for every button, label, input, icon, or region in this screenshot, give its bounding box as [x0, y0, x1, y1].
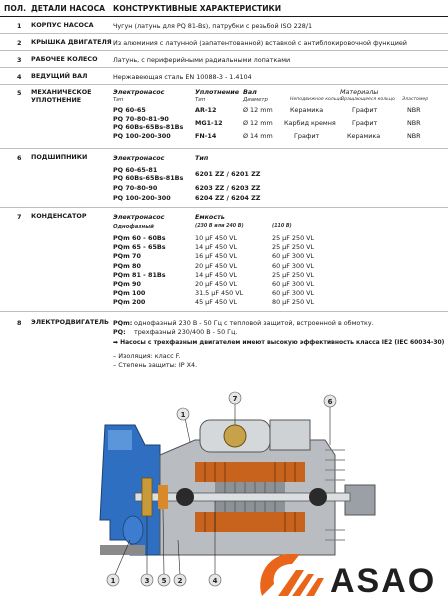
seal-header-shaft: Вал — [243, 88, 257, 96]
seal-header-pump: Электронасос — [113, 88, 165, 96]
seal-pump: PQ 100-200-300 — [113, 132, 171, 140]
cap-110v: 25 µF 250 VL — [272, 243, 315, 252]
svg-text:6: 6 — [327, 398, 333, 406]
bearing-type: 6204 ZZ / 6204 ZZ — [195, 194, 261, 202]
svg-text:7: 7 — [232, 395, 238, 403]
row-number: 4 — [17, 73, 22, 81]
cap-110v: 60 µF 300 VL — [272, 252, 315, 261]
cap-header-capacity: Емкость — [195, 213, 225, 221]
cap-pump: PQm 200 — [113, 298, 146, 307]
bearing-pump: PQ 60-65-81 — [113, 166, 158, 174]
svg-text:4: 4 — [212, 577, 218, 585]
motor-insulation: – Изоляция: класс F. — [113, 352, 181, 360]
motor-pqm-label: PQm: — [113, 319, 133, 327]
row-number: 7 — [17, 213, 22, 221]
seal-sub-rotating: Вращающееся кольцо — [341, 97, 395, 102]
svg-text:3: 3 — [144, 577, 150, 585]
seal-type: AR-12 — [195, 106, 217, 114]
cap-pump: PQm 80 — [113, 261, 141, 270]
row-number: 3 — [17, 56, 22, 64]
seal-fixed: Графит — [294, 132, 320, 140]
bearing-type: 6201 ZZ / 6201 ZZ — [195, 170, 261, 178]
seal-type: MG1-12 — [195, 119, 223, 127]
row-name: РАБОЧЕЕ КОЛЕСО — [31, 55, 98, 63]
cap-230v: 20 µF 450 VL — [195, 280, 238, 288]
seal-dia: Ø 14 mm — [243, 132, 273, 140]
table-row — [0, 17, 448, 34]
row-name: КРЫШКА ДВИГАТЕЛЯ — [31, 38, 112, 46]
row-desc: Чугун (латунь для PQ 81-Bs), патрубки с резьбой ISO 228/1 — [113, 22, 313, 30]
cap-header-pump: Электронасос — [113, 213, 165, 221]
row-name: КОРПУС НАСОСА — [31, 21, 94, 29]
bearing-pump: PQ 60Bs-65Bs-81Bs — [113, 174, 184, 182]
cap-230v: 45 µF 450 VL — [195, 298, 238, 307]
seal-sub-dia: Диаметр — [243, 97, 268, 103]
motor-pq-text: трехфазный 230/400 В - 50 Гц. — [134, 328, 238, 336]
motor-protection: – Степень защиты: IP X4. — [113, 361, 198, 369]
seal-rot: Графит — [352, 106, 378, 114]
row-name: КОНДЕНСАТОР — [31, 212, 87, 220]
cap-pump: PQm 70 — [113, 252, 141, 261]
svg-text:2: 2 — [177, 577, 183, 585]
cap-230v: 31.5 µF 450 VL — [195, 289, 244, 298]
logo-mark — [260, 554, 324, 596]
table-row-bearings — [0, 149, 448, 208]
header-parts: ДЕТАЛИ НАСОСА — [31, 4, 106, 13]
callout-6-top-right — [324, 395, 336, 445]
seal-header-materials: Материалы — [340, 88, 379, 96]
asao-logo — [252, 548, 448, 600]
table-row-capacitor — [0, 208, 448, 312]
bearing-pump: PQ 70-80-90 — [113, 184, 158, 192]
table-row-seal — [0, 85, 448, 149]
logo-text: ASAO — [330, 562, 437, 600]
bearing-pump: PQ 100-200-300 — [113, 194, 171, 202]
row-number: 5 — [17, 89, 22, 97]
seal-elast: NBR — [407, 106, 421, 114]
seal-sub-type2: Тип — [195, 97, 206, 103]
svg-text:5: 5 — [161, 577, 167, 585]
row-name: ЭЛЕКТРОДВИГАТЕЛЬ — [31, 318, 109, 326]
bearing-header-type: Тип — [195, 154, 209, 162]
row-desc: Из алюминия с латунной (запатентованной) вставкой с антиблокировочной функцией — [113, 39, 407, 47]
row-name-line1: МЕХАНИЧЕСКОЕ — [31, 88, 92, 96]
cap-pump: PQm 100 — [113, 289, 146, 298]
svg-text:1: 1 — [180, 411, 186, 419]
seal-rot: Графит — [352, 119, 378, 127]
cap-pump: PQm 90 — [113, 280, 141, 288]
mechanical-seal — [158, 485, 168, 509]
row-desc: Нержавеющая сталь EN 10088-3 - 1.4104 — [113, 73, 252, 81]
cap-sub-230: (230 В или 240 В) — [195, 224, 244, 229]
table-row-motor — [0, 312, 448, 390]
seal-pump: PQ 60Bs-65Bs-81Bs — [113, 123, 184, 131]
table-row — [0, 68, 448, 85]
cap-110v: 60 µF 300 VL — [272, 289, 315, 298]
seal-sub-type: Тип — [113, 97, 124, 103]
seal-header-seal: Уплотнение — [195, 88, 240, 96]
row-number: 1 — [17, 22, 22, 30]
seal-rot: Керамика — [347, 132, 381, 140]
bearing-rear — [309, 488, 327, 506]
row-name: ВЕДУЩИЙ ВАЛ — [31, 72, 88, 80]
seal-pump: PQ 70-80-81-90 — [113, 115, 169, 123]
row-desc: Латунь, с периферийными радиальными лопатками — [113, 56, 291, 64]
row-name-line2: УПЛОТНЕНИЕ — [31, 96, 82, 104]
cap-230v: 14 µF 450 VL — [195, 243, 238, 252]
seal-elast: NBR — [407, 132, 421, 140]
row-number: 2 — [17, 39, 22, 47]
svg-text:1: 1 — [110, 577, 116, 585]
cap-110v: 60 µF 300 VL — [272, 261, 315, 270]
cap-110v: 25 µF 250 VL — [272, 270, 315, 279]
table-row — [0, 34, 448, 51]
cap-pump: PQm 65 - 65Bs — [113, 243, 166, 252]
bearing-front — [176, 488, 194, 506]
cap-sub-single: Однофазный — [113, 224, 154, 230]
seal-elast: NBR — [407, 119, 421, 127]
seal-fixed: Карбид кремня — [284, 119, 336, 127]
seal-fixed: Керамика — [290, 106, 324, 114]
seal-dia: Ø 12 mm — [243, 119, 273, 127]
row-number: 6 — [17, 154, 22, 162]
motor-pq-label: PQ: — [113, 328, 126, 336]
row-number: 8 — [17, 319, 22, 327]
callout-6-top-left — [177, 408, 190, 442]
impeller — [142, 478, 152, 516]
cap-110v: 80 µF 250 VL — [272, 298, 315, 307]
motor-pqm-text: однофазный 230 В - 50 Гц с тепловой защитой, встроенной в обмотку. — [134, 319, 374, 327]
cap-sub-110: (110 В) — [272, 224, 292, 229]
seal-sub-elastomer: Эластомер — [402, 97, 429, 102]
cap-pump: PQm 81 - 81Bs — [113, 270, 166, 279]
cap-110v: 25 µF 250 VL — [272, 234, 315, 242]
cap-pump: PQm 60 - 60Bs — [113, 234, 166, 242]
cap-230v: 10 µF 450 VL — [195, 234, 238, 242]
motor-highlight: ➡ Насосы с трехфазным двигателем имеют высокую эффективность класса IE2 (IEC 60034-30) — [113, 339, 445, 346]
table-row — [0, 51, 448, 68]
seal-type: FN-14 — [195, 132, 217, 140]
cap-230v: 14 µF 450 VL — [195, 270, 238, 279]
bearing-header-pump: Электронасос — [113, 154, 165, 162]
seal-pump: PQ 60-65 — [113, 106, 146, 114]
row-name: ПОДШИПНИКИ — [31, 153, 88, 161]
header-pos: ПОЛ. — [4, 4, 27, 13]
seal-dia: Ø 12 mm — [243, 106, 273, 114]
seal-sub-fixed: Неподвижное кольцо — [290, 97, 343, 102]
header-specs: КОНСТРУКТИВНЫЕ ХАРАКТЕРИСТИКИ — [113, 4, 282, 13]
bearing-type: 6203 ZZ / 6203 ZZ — [195, 184, 261, 192]
cap-110v: 60 µF 300 VL — [272, 280, 315, 288]
cap-230v: 20 µF 450 VL — [195, 261, 238, 270]
table-header — [0, 0, 448, 17]
cap-230v: 16 µF 450 VL — [195, 252, 238, 261]
